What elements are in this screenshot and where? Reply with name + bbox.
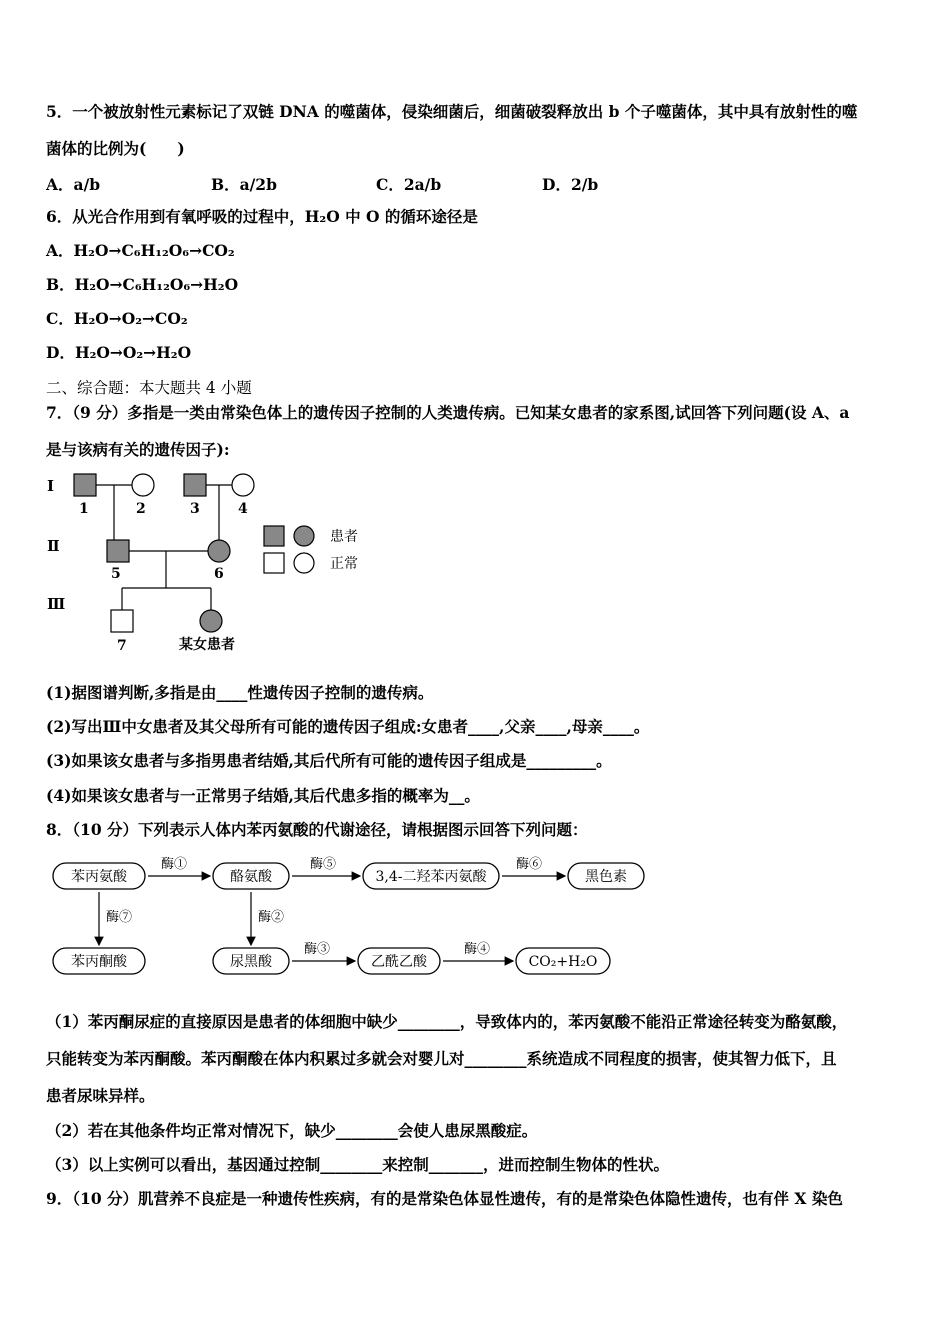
- individual-1: [74, 474, 96, 496]
- q8-sub1-line2: 只能转变为苯丙酮酸。苯丙酮酸在体内积累过多就会对婴儿对________系统造成不同程度的损害，使其智力低下，且: [46, 1049, 837, 1068]
- q6-option-b: B．H₂O→C₆H₁₂O₆→H₂O: [46, 275, 239, 294]
- legend-normal-female: [294, 553, 314, 573]
- individual-7: [111, 610, 133, 632]
- individual-4: [232, 474, 254, 496]
- enzyme-label-3: 酶③: [304, 942, 331, 957]
- box-label-melanin: 黑色素: [585, 869, 627, 885]
- box-label-dopa: 3,4-二羟苯丙氨酸: [375, 869, 487, 885]
- id-label-1: 1: [79, 501, 89, 517]
- gen-label-3: Ⅲ: [47, 595, 66, 613]
- enzyme-label-5: 酶⑤: [310, 857, 337, 872]
- enzyme-label-6: 酶⑥: [516, 857, 543, 872]
- box-label-phenylpyruvate: 苯丙酮酸: [71, 954, 127, 970]
- id-label-3: 3: [190, 501, 200, 517]
- proband: [200, 610, 222, 632]
- q7-sub3: (3)如果该女患者与多指男患者结婚,其后代所有可能的遗传因子组成是_________。: [46, 751, 612, 770]
- legend-normal-label: 正常: [330, 556, 358, 572]
- enzyme-label-2: 酶②: [258, 910, 285, 925]
- q8-sub2: （2）若在其他条件均正常对情况下，缺少________会使人患尿黑酸症。: [46, 1121, 538, 1140]
- enzyme-label-7: 酶⑦: [106, 910, 133, 925]
- id-label-6: 6: [214, 566, 224, 582]
- legend-affected-female: [294, 526, 314, 546]
- individual-5: [107, 540, 129, 562]
- q7-sub2: (2)写出Ⅲ中女患者及其父母所有可能的遗传因子组成:女患者____,父亲____,母亲____。: [46, 717, 650, 736]
- q8-sub1-line3: 患者尿味异样。: [46, 1086, 155, 1105]
- q6-option-c: C．H₂O→O₂→CO₂: [46, 309, 188, 328]
- id-label-2: 2: [136, 501, 146, 517]
- q5-line2: 菌体的比例为( ): [46, 139, 185, 158]
- box-label-phenylalanine: 苯丙氨酸: [71, 869, 127, 885]
- q5-option-b: B．a/2b: [211, 175, 277, 194]
- q8-sub3: （3）以上实例可以看出，基因通过控制________来控制_______，进而控制生物体的性状。: [46, 1155, 670, 1174]
- proband-label: 某女患者: [179, 637, 235, 653]
- q7-line1: 7．（9 分）多指是一类由常染色体上的遗传因子控制的人类遗传病。已知某女患者的家系图,试回答下列问题(设 A、a: [46, 403, 850, 422]
- box-label-homogentisic-acid: 尿黑酸: [230, 954, 272, 970]
- legend-affected-label: 患者: [330, 529, 358, 545]
- section-heading: 二、综合题：本大题共 4 小题: [46, 379, 252, 397]
- gen-label-1: Ⅰ: [47, 477, 55, 495]
- q8-stem: 8．（10 分）下列表示人体内苯丙氨酸的代谢途径，请根据图示回答下列问题：: [46, 820, 588, 839]
- q9-line1: 9．（10 分）肌营养不良症是一种遗传性疾病，有的是常染色体显性遗传，有的是常染色体隐性遗传，也有伴 X 染色: [46, 1189, 843, 1208]
- gen-label-2: Ⅱ: [47, 537, 60, 555]
- q5-option-a: A．a/b: [46, 175, 101, 194]
- q7-sub1: (1)据图谱判断,多指是由____性遗传因子控制的遗传病。: [46, 683, 434, 702]
- individual-2: [132, 474, 154, 496]
- id-label-7: 7: [117, 638, 127, 654]
- q5-option-c: C．2a/b: [376, 175, 442, 194]
- q6-stem: 6．从光合作用到有氧呼吸的过程中，H₂O 中 O 的循环途径是: [46, 207, 478, 226]
- individual-3: [184, 474, 206, 496]
- enzyme-label-4: 酶④: [464, 942, 491, 957]
- q5-line1: 5．一个被放射性元素标记了双链 DNA 的噬菌体，侵染细菌后，细菌破裂释放出 b 个子噬菌体，其中具有放射性的噬: [46, 102, 858, 121]
- q7-line2: 是与该病有关的遗传因子):: [46, 440, 230, 459]
- box-label-tyrosine: 酪氨酸: [230, 869, 272, 885]
- q6-option-a: A．H₂O→C₆H₁₂O₆→CO₂: [46, 241, 235, 260]
- pedigree-chart: [40, 468, 380, 658]
- individual-6: [208, 540, 230, 562]
- box-label-co2-h2o: CO₂+H₂O: [528, 954, 598, 970]
- legend-affected-male: [264, 526, 284, 546]
- q6-option-d: D．H₂O→O₂→H₂O: [46, 343, 192, 362]
- q5-option-d: D．2/b: [542, 175, 599, 194]
- metabolic-pathway-diagram: [48, 852, 658, 982]
- enzyme-label-1: 酶①: [161, 857, 188, 872]
- q8-sub1-line1: （1）苯丙酮尿症的直接原因是患者的体细胞中缺少________，导致体内的，苯丙氨酸不能沿正常途径转变为酪氨酸，: [46, 1012, 848, 1031]
- box-label-acetoacetate: 乙酰乙酸: [371, 954, 427, 970]
- id-label-5: 5: [111, 566, 121, 582]
- id-label-4: 4: [238, 501, 248, 517]
- q7-sub4: (4)如果该女患者与一正常男子结婚,其后代患多指的概率为__。: [46, 786, 480, 805]
- legend-normal-male: [264, 553, 284, 573]
